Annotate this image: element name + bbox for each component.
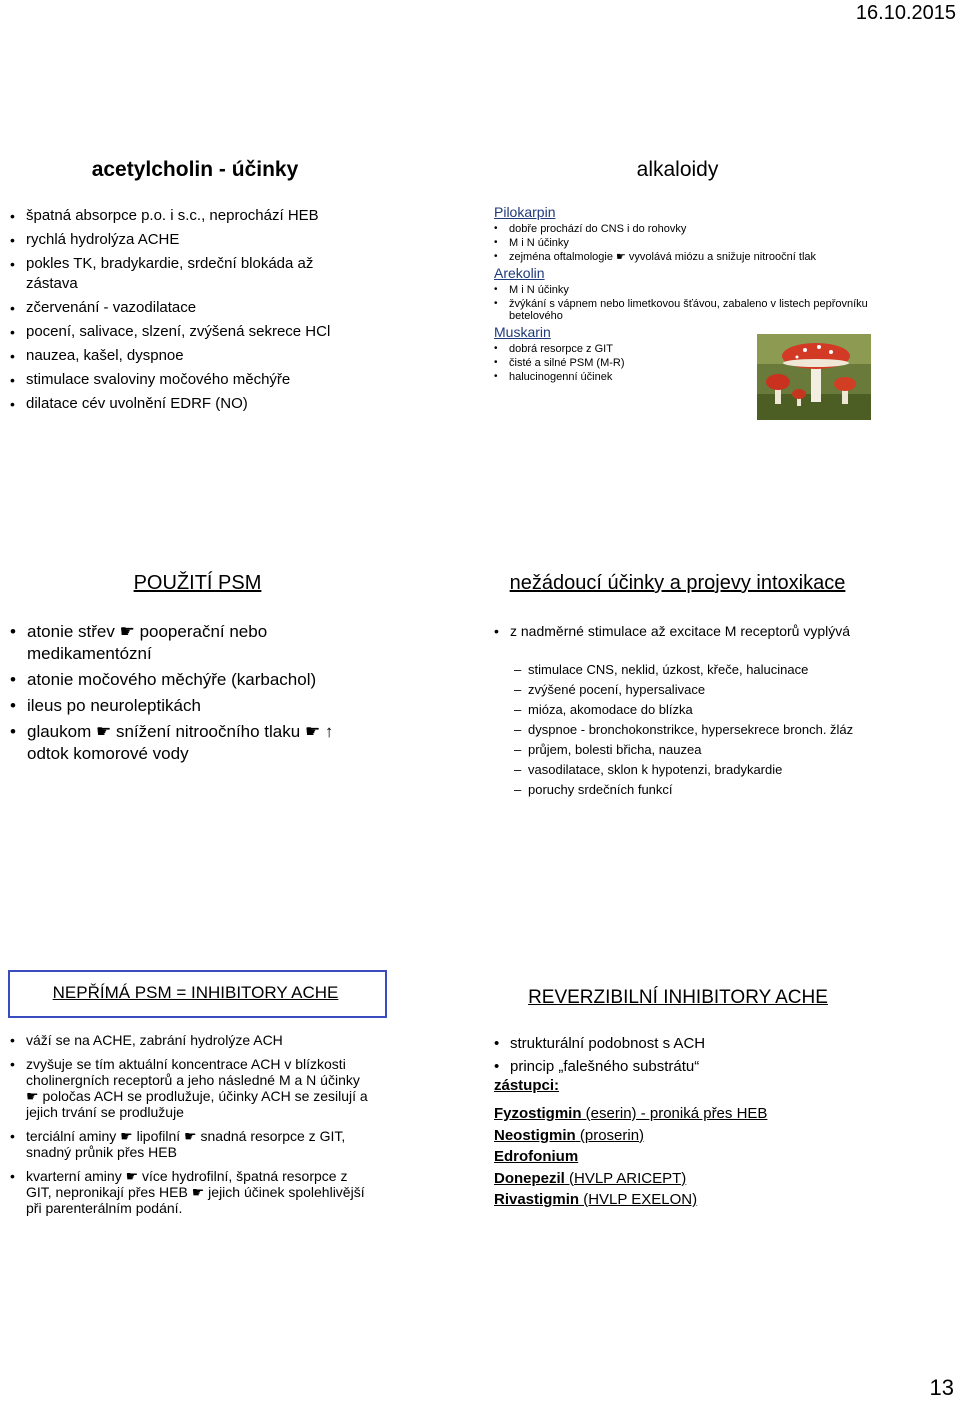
list-item: • pokles TK, bradykardie, srdeční blokáda až zástava xyxy=(10,254,365,294)
slide5-title: NEPŘÍMÁ PSM = INHIBITORY ACHE xyxy=(52,983,339,1002)
representatives-label: zástupci: xyxy=(494,1077,560,1094)
list-item: – průjem, bolesti břicha, nauzea xyxy=(514,742,854,758)
page-number: 13 xyxy=(929,1375,954,1400)
list-item: – poruchy srdečních funkcí xyxy=(514,782,854,798)
slide1-list xyxy=(10,206,365,418)
list-item: • dilatace cév uvolnění EDRF (NO) xyxy=(10,394,365,414)
slide3-title: POUŽITÍ PSM xyxy=(133,572,262,594)
slide4-title: nežádoucí účinky a projevy intoxikace xyxy=(509,572,846,594)
section-heading-pilokarpin: Pilokarpin xyxy=(494,204,556,220)
list-item: • pocení, salivace, slzení, zvýšená sekrece HCl xyxy=(10,322,365,342)
list-item: – vasodilatace, sklon k hypotenzi, bradykardie xyxy=(514,762,854,778)
list-item: • M i N účinky xyxy=(494,284,874,296)
list-item: • glaukom ☛ snížení nitroočního tlaku ☛ ↑ odtok komorové vody xyxy=(10,721,370,765)
section-heading-arekolin: Arekolin xyxy=(494,265,545,281)
list-item: • terciální aminy ☛ lipofilní ☛ snadná resorpce z GIT, snadný průnik přes HEB xyxy=(10,1128,375,1160)
list-item: • nauzea, kašel, dyspnoe xyxy=(10,346,365,366)
list-item: – dyspnoe - bronchokonstrikce, hypersekrece bronch. žláz xyxy=(514,722,854,738)
list-item: • stimulace svaloviny močového měchýře xyxy=(10,370,365,390)
list-item: • strukturální podobnost s ACH xyxy=(494,1034,864,1054)
drug-item: Donepezil (HVLP ARICEPT) xyxy=(494,1169,687,1187)
slide3-list xyxy=(10,621,370,769)
list-item: • ileus po neuroleptikách xyxy=(10,695,370,717)
list-item: • kvarterní aminy ☛ více hydrofilní, špatná resorpce z GIT, nepronikají přes HEB ☛ jejich účinek spolehlivější při parenterálním podání. xyxy=(10,1168,375,1216)
date-header: 16.10.2015 xyxy=(855,2,956,24)
list-item: • rychlá hydrolýza ACHE xyxy=(10,230,365,250)
list-item: • halucinogenní účinek xyxy=(494,371,749,383)
list-item: • váží se na ACHE, zabrání hydrolýze ACH xyxy=(10,1032,375,1048)
list-item: – stimulace CNS, neklid, úzkost, křeče, halucinace xyxy=(514,662,854,678)
slide4-main-list xyxy=(494,621,864,641)
slide1-title: acetylcholin - účinky xyxy=(91,158,299,181)
drug-item: Fyzostigmin (eserin) - proniká přes HEB xyxy=(494,1105,768,1122)
slide5-list xyxy=(10,1032,375,1224)
drug-item: Neostigmin (proserin) xyxy=(494,1126,645,1144)
list-item: • zvyšuje se tím aktuální koncentrace ACH v blízkosti cholinergních receptorů a jeho následné M a N účinky ☛ poločas ACH se prodlužuje, účinky ACH se zesilují a jejich trvání se prodlužuje xyxy=(10,1056,375,1120)
list-item: • špatná absorpce p.o. i s.c., neprochází HEB xyxy=(10,206,365,226)
drug-item: Rivastigmin (HVLP EXELON) xyxy=(494,1191,698,1208)
list-item: • dobře prochází do CNS i do rohovky xyxy=(494,223,874,235)
list-item: • princip „falešného substrátu“ xyxy=(494,1057,864,1077)
slide6-title: REVERZIBILNÍ INHIBITORY ACHE xyxy=(528,987,828,1008)
pilokarpin-list xyxy=(494,223,874,263)
list-item: • z nadměrné stimulace až excitace M receptorů vyplývá xyxy=(494,621,864,641)
list-item: • čisté a silné PSM (M-R) xyxy=(494,357,749,369)
list-item: • dobrá resorpce z GIT xyxy=(494,343,749,355)
muskarin-list xyxy=(494,343,749,383)
list-item: • atonie močového měchýře (karbachol) xyxy=(10,669,370,691)
list-item: • atonie střev ☛ pooperační nebo medikamentózní xyxy=(10,621,370,665)
list-item: • zčervenání - vazodilatace xyxy=(10,298,365,318)
list-item: – zvýšené pocení, hypersalivace xyxy=(514,682,854,698)
slide2-title: alkaloidy xyxy=(636,158,719,181)
arekolin-list xyxy=(494,284,874,322)
list-item: • žvýkání s vápnem nebo limetkovou šťávou, zabaleno v listech pepřovníku betelového xyxy=(494,298,874,322)
mushroom-image xyxy=(757,334,871,420)
list-item: • M i N účinky xyxy=(494,237,874,249)
drug-item: Edrofonium xyxy=(494,1148,579,1165)
section-heading-muskarin: Muskarin xyxy=(494,324,551,340)
slide6-list xyxy=(494,1034,864,1080)
list-item: – mióza, akomodace do blízka xyxy=(514,702,854,718)
drug-list xyxy=(494,1103,767,1211)
slide4-sub-list xyxy=(514,662,854,802)
list-item: • zejména oftalmologie ☛ vyvolává miózu a snižuje nitrooční tlak xyxy=(494,251,874,263)
